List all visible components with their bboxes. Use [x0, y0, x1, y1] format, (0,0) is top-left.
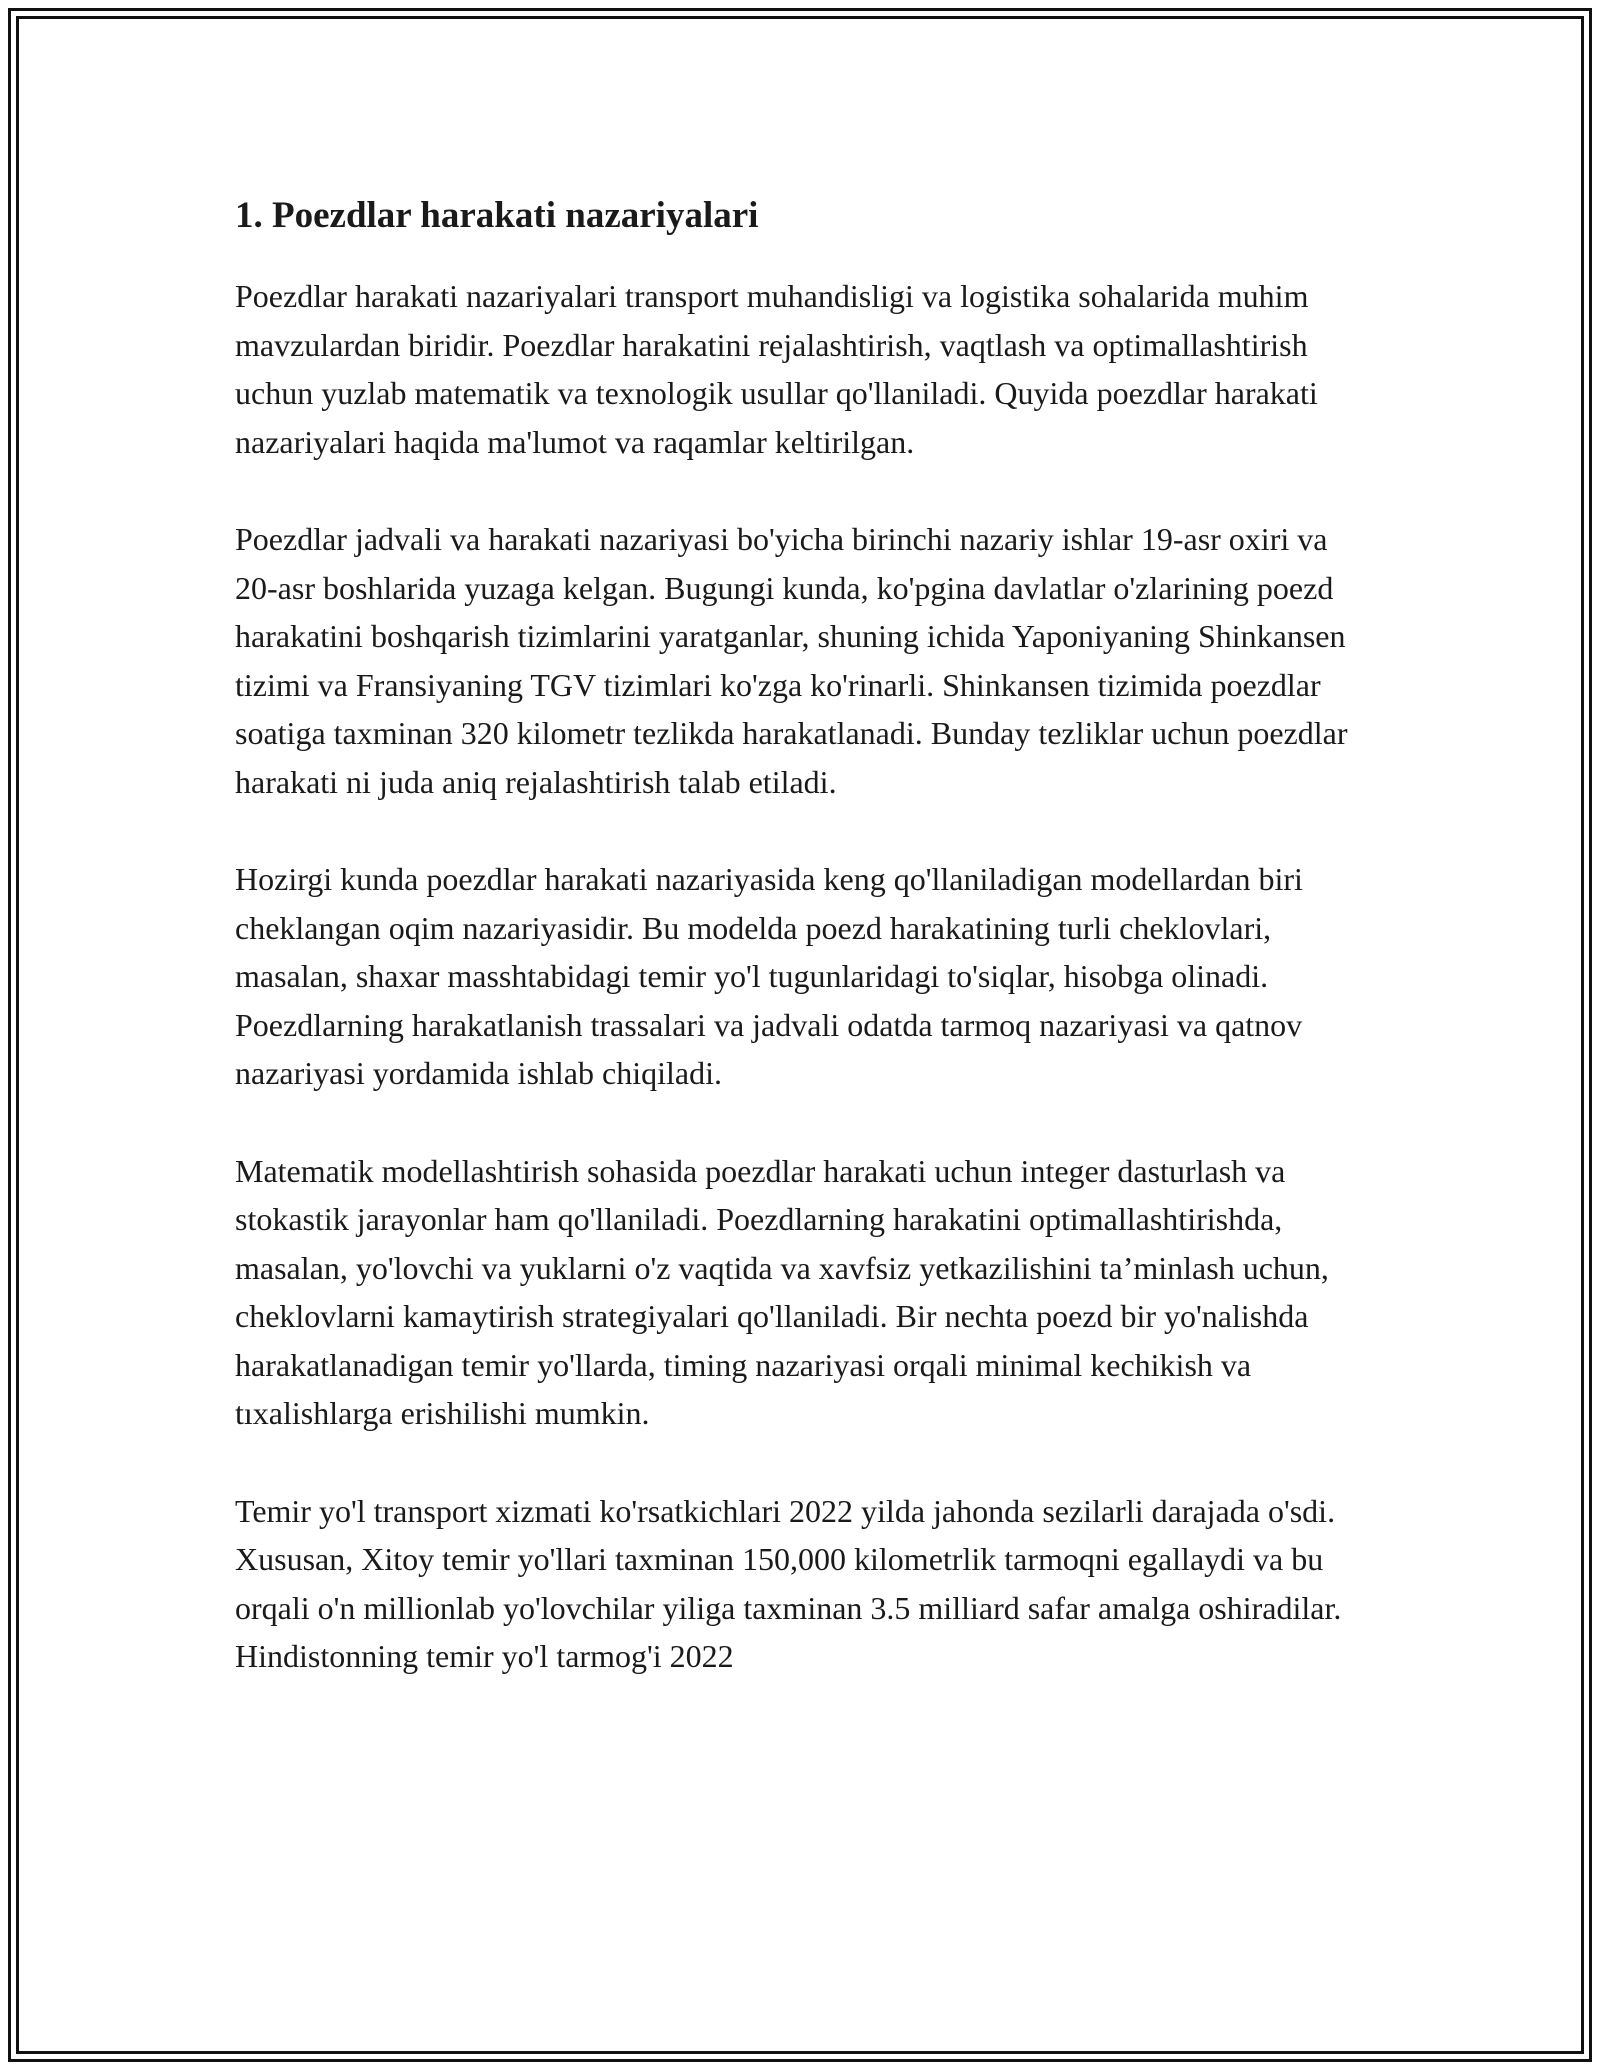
document-body: [235, 188, 1375, 1730]
paragraph-flow-theory: Hozirgi kunda poezdlar harakati nazariyasida keng qo'llaniladigan modellardan biri cheklangan oqim nazariyasidir. Bu modelda poezd harakatining turli cheklovlari, masalan, shaxar masshtabidagi temir yo'l tugunlaridagi to'siqlar, hisobga olinadi. Poezdlarning harakatlanish trassalari va jadvali odatda tarmoq nazariyasi va qatnov nazariyasi yordamida ishlab chiqiladi.: [235, 861, 1303, 1091]
paragraph-intro: Poezdlar harakati nazariyalari transport muhandisligi va logistika sohalarida muhim mavzulardan biridir. Poezdlar harakatini rejalashtirish, vaqtlash va optimallashtirish uchun yuzlab matematik va texnologik usullar qo'llaniladi. Quyida poezdlar harakati nazariyalari haqida ma'lumot va raqamlar keltirilgan.: [235, 278, 1318, 460]
section-heading: 1. Poezdlar harakati nazariyalari: [235, 195, 759, 236]
paragraph-math-modeling: Matematik modellashtirish sohasida poezdlar harakati uchun integer dasturlash va stokastik jarayonlar ham qo'llaniladi. Poezdlarning harakatini optimallashtirishda, masalan, yo'lovchi va yuklarni o'z vaqtida va xavfsiz yetkazilishini ta’minlash uchun, cheklovlarni kamaytirish strategiyalari qo'llaniladi. Bir nechta poezd bir yo'nalishda harakatlanadigan temir yo'llarda, timing nazariyasi orqali minimal kechikish va tıxalishlarga erishilishi mumkin.: [235, 1152, 1329, 1431]
paragraph-statistics: Temir yo'l transport xizmati ko'rsatkichlari 2022 yilda jahonda sezilarli darajada o'sdi. Xususan, Xitoy temir yo'llari taxminan 150,000 kilometrlik tarmoqni egallaydi va bu orqali o'n millionlab yo'lovchilar yiliga taxminan 3.5 milliard safar amalga oshiradilar. Hindistonning temir yo'l tarmog'i 2022: [235, 1492, 1342, 1674]
paragraph-history: Poezdlar jadvali va harakati nazariyasi bo'yicha birinchi nazariy ishlar 19-asr oxiri va 20-asr boshlarida yuzaga kelgan. Bugungi kunda, ko'pgina davlatlar o'zlarining poezd harakatini boshqarish tizimlarini yaratganlar, shuning ichida Yaponiyaning Shinkansen tizimi va Fransiyaning TGV tizimlari ko'zga ko'rinarli. Shinkansen tizimida poezdlar soatiga taxminan 320 kilometr tezlikda harakatlanadi. Bunday tezliklar uchun poezdlar harakati ni juda aniq rejalashtirish talab etiladi.: [235, 521, 1348, 800]
